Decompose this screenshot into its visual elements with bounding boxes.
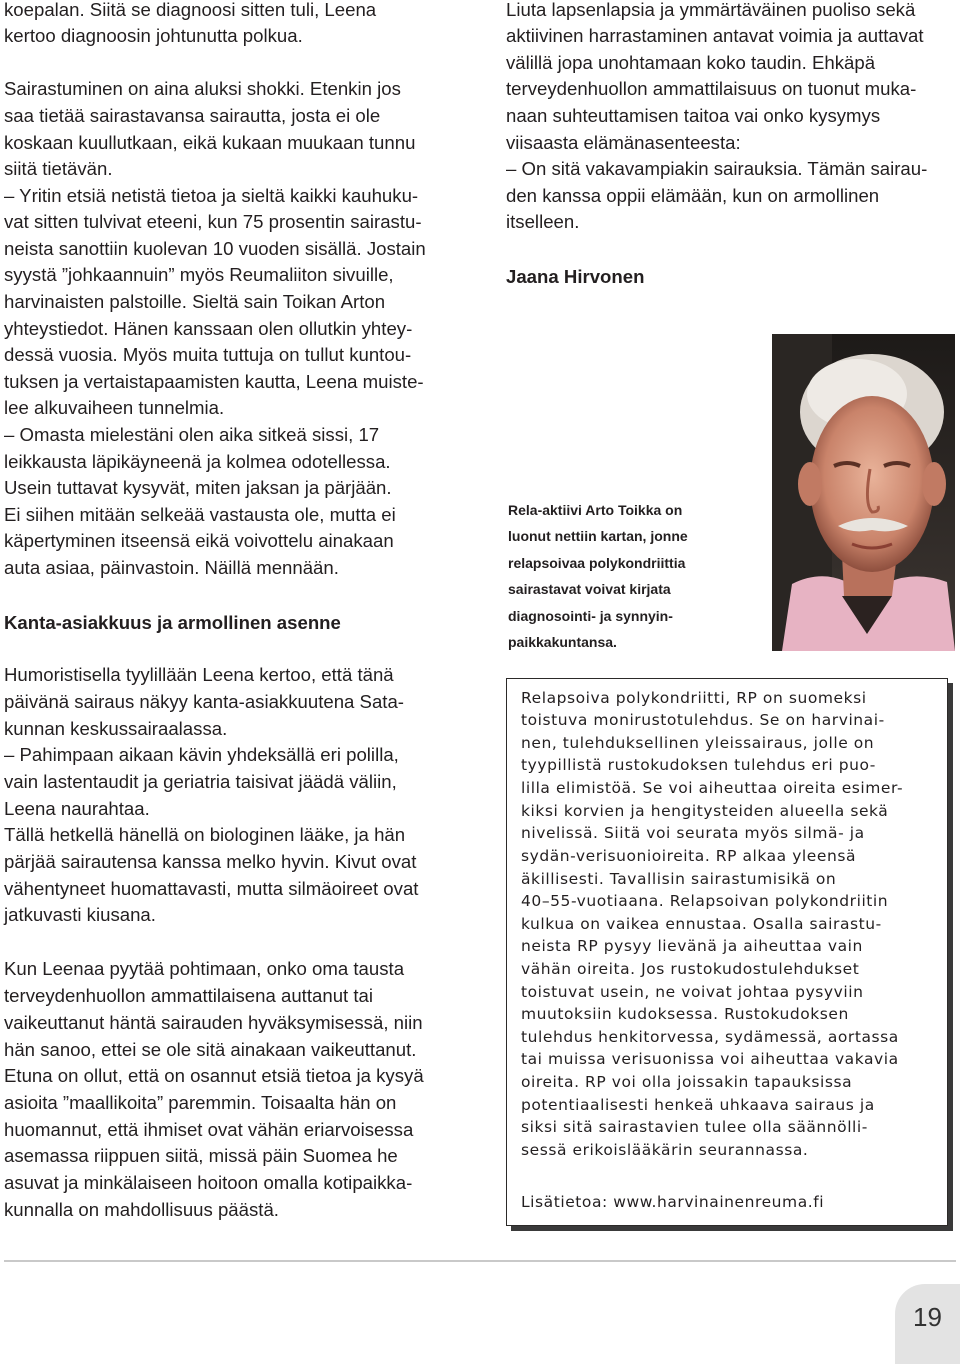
body-text-line: jatkuvasti kiusana.	[4, 904, 156, 925]
portrait-photo	[772, 334, 955, 651]
info-line: nen, tulehduksellinen yleissairaus, jolle on	[521, 734, 875, 752]
body-text-line: asuvat ja minkälaiseen hoitoon omalla kotipaikka-	[4, 1172, 413, 1193]
body-text-line: den kanssa oppii elämään, kun on armollinen	[506, 185, 880, 206]
body-text-line: – Omasta mielestäni olen aika sitkeä sissi, 17	[4, 424, 380, 445]
caption-line: sairastavat voivat kirjata	[508, 581, 671, 597]
body-text-line: saa tietää sairastavansa sairautta, josta ei ole	[4, 105, 381, 126]
caption-line: diagnosointi- ja synnyin-	[508, 608, 673, 624]
info-line: muutoksiin kudoksessa. Rustokudoksen	[521, 1005, 849, 1023]
body-text-line: vain lastentaudit ja geriatria taisivat jäädä väliin,	[4, 771, 397, 792]
body-text-line: yhteystiedot. Hänen kanssaan olen ollutkin yhtey-	[4, 318, 413, 339]
body-text-line: aktiivinen harrastaminen antavat voimia ja auttavat	[506, 25, 924, 46]
body-text-line: dessä vuosia. Myös muita tuttuja on tullut kuntou-	[4, 344, 412, 365]
body-text-line: terveydenhuollon ammattilaisuus on tuonut muka-	[506, 78, 917, 99]
body-text-line: Etuna on ollut, että on osannut etsiä tietoa ja kysyä	[4, 1065, 424, 1086]
info-line: tulehdus henkitorvessa, sydämessä, aortassa	[521, 1028, 899, 1046]
body-text-line: syystä ”johkaannuin” myös Reumaliiton sivuille,	[4, 264, 394, 285]
info-line: vähän oireita. Jos rustokudostulehdukset	[521, 960, 860, 978]
body-text-line: siitä tietävän.	[4, 158, 113, 179]
info-line: toistuvat usein, ne voivat johtaa pysyviin	[521, 983, 864, 1001]
page-number-tab	[895, 1284, 960, 1364]
info-line: sydän-verisuonioireita. RP alkaa yleensä	[521, 847, 857, 865]
body-text-line: koskaan kuullutkaan, eikä kukaan muukaan tunnu	[4, 132, 416, 153]
caption-line: paikkakuntansa.	[508, 634, 617, 650]
info-line: tai muissa verisuonissa voi aiheuttaa vakavia	[521, 1050, 899, 1068]
more-info-link[interactable]: Lisätietoa: www.harvinainenreuma.fi	[521, 1193, 825, 1211]
body-text-line: neista sanottiin kuolevan 10 vuoden sisällä. Jostain	[4, 238, 426, 259]
info-line: toistuva monirustotulehdus. Se on harvinai-	[521, 711, 885, 729]
info-line: neista RP pysyy lievänä ja aiheuttaa vain	[521, 937, 863, 955]
body-text-line: lee alkuvaiheen tunnelmia.	[4, 397, 225, 418]
body-text-line: Kun Leenaa pyytää pohtimaan, onko oma tausta	[4, 958, 405, 979]
body-text-line: kunnan keskussairaalassa.	[4, 718, 228, 739]
info-line: tyypillistä rustokudoksen tulehdus eri puo-	[521, 756, 876, 774]
body-text-line: huomannut, että ihmiset ovat vähän eriarvoisessa	[4, 1119, 414, 1140]
body-text-line: – On sitä vakavampiakin sairauksia. Tämän sairau-	[506, 158, 928, 179]
body-text-line: auta asiaa, päinvastoin. Näillä mennään.	[4, 557, 339, 578]
body-text-line: naan suhteuttamisen taitoa vai onko kysymys	[506, 105, 881, 126]
body-text-line: itselleen.	[506, 211, 580, 232]
info-line: siksi sitä sairastavien tulee olla säännölli-	[521, 1118, 868, 1136]
body-text-line: hän sanoo, ettei se ole sitä ainakaan vaikeuttanut.	[4, 1039, 417, 1060]
author-name: Jaana Hirvonen	[506, 266, 645, 287]
info-line: kiksi korvien ja hengitysteiden alueella sekä	[521, 802, 889, 820]
body-text-line: Tällä hetkellä hänellä on biologinen lääke, ja hän	[4, 824, 406, 845]
section-heading: Kanta-asiakkuus ja armollinen asenne	[4, 612, 341, 633]
caption-line: luonut nettiin kartan, jonne	[508, 528, 688, 544]
info-line: äkillisesti. Tavallisin sairastumisikä on	[521, 870, 837, 888]
body-text-line: asemassa riippuen siitä, missä päin Suomea he	[4, 1145, 398, 1166]
info-line: lilla elimistöä. Se voi aiheuttaa oireita esimer-	[521, 779, 904, 797]
body-text-line: Sairastuminen on aina aluksi shokki. Etenkin jos	[4, 78, 401, 99]
info-line: sessä erikoislääkärin seurannassa.	[521, 1141, 809, 1159]
body-text-line: – Yritin etsiä netistä tietoa ja sieltä kaikki kauhuku-	[4, 185, 419, 206]
info-line: potentiaalisesti henkeä uhkaava sairaus ja	[521, 1096, 875, 1114]
info-line: nivelissä. Siitä voi seurata myös silmä- ja	[521, 824, 865, 842]
body-text-line: pärjää sairautensa kanssa melko hyvin. Kivut ovat	[4, 851, 417, 872]
body-text-line: – Pahimpaan aikaan kävin yhdeksällä eri polilla,	[4, 744, 399, 765]
body-text-line: viisaasta elämänasenteesta:	[506, 132, 741, 153]
body-text-line: leikkausta läpikäyneenä ja kolmea odotellessa.	[4, 451, 391, 472]
info-line: kulkua on vaikea ennustaa. Osalla sairastu-	[521, 915, 882, 933]
body-text-line: Leena naurahtaa.	[4, 798, 150, 819]
info-box	[506, 678, 948, 1226]
info-line: oireita. RP voi olla joissakin tapauksissa	[521, 1073, 853, 1091]
body-text-line: asioita ”maallikoita” paremmin. Toisaalta hän on	[4, 1092, 397, 1113]
body-text-line: välillä jopa unohtamaan koko taudin. Ehkäpä	[506, 52, 876, 73]
body-text-line: vat sitten tulvivat eteeni, kun 75 prosentin sairastu-	[4, 211, 422, 232]
body-text-line: Humoristisella tyylillään Leena kertoo, että tänä	[4, 664, 394, 685]
body-text-line: käpertyminen itseensä eikä voivottelu ainakaan	[4, 530, 394, 551]
body-text-line: kertoo diagnoosin johtunutta polkua.	[4, 25, 303, 46]
footer-divider	[4, 1260, 956, 1262]
body-text-line: vaikeuttanut häntä sairauden hyväksymisessä, niin	[4, 1012, 423, 1033]
caption-line: relapsoivaa polykondriittia	[508, 555, 686, 571]
page-number: 19	[913, 1302, 942, 1332]
body-text-line: koepalan. Siitä se diagnoosi sitten tuli, Leena	[4, 0, 377, 20]
body-text-line: Liuta lapsenlapsia ja ymmärtäväinen puoliso sekä	[506, 0, 916, 20]
body-text-line: harvinaisten palstoille. Sieltä sain Toikan Arton	[4, 291, 386, 312]
body-text-line: terveydenhuollon ammattilaisena auttanut tai	[4, 985, 374, 1006]
body-text-line: kunnalla on mahdollisuus päästä.	[4, 1199, 279, 1220]
body-text-line: Usein tuttavat kysyvät, miten jaksan ja pärjään.	[4, 477, 392, 498]
caption-line: Rela-aktiivi Arto Toikka on	[508, 502, 683, 518]
body-text-line: tuksen ja vertaistapaamisten kautta, Leena muiste-	[4, 371, 424, 392]
info-line: Relapsoiva polykondriitti, RP on suomeksi	[521, 689, 867, 707]
body-text-line: päivänä sairaus näkyy kanta-asiakkuutena Sata-	[4, 691, 405, 712]
info-line: 40–55-vuotiaana. Relapsoivan polykondriitin	[521, 892, 889, 910]
body-text-line: vähentyneet huomattavasti, mutta silmäoireet ovat	[4, 878, 419, 899]
body-text-line: Ei siihen mitään selkeää vastausta ole, mutta ei	[4, 504, 396, 525]
